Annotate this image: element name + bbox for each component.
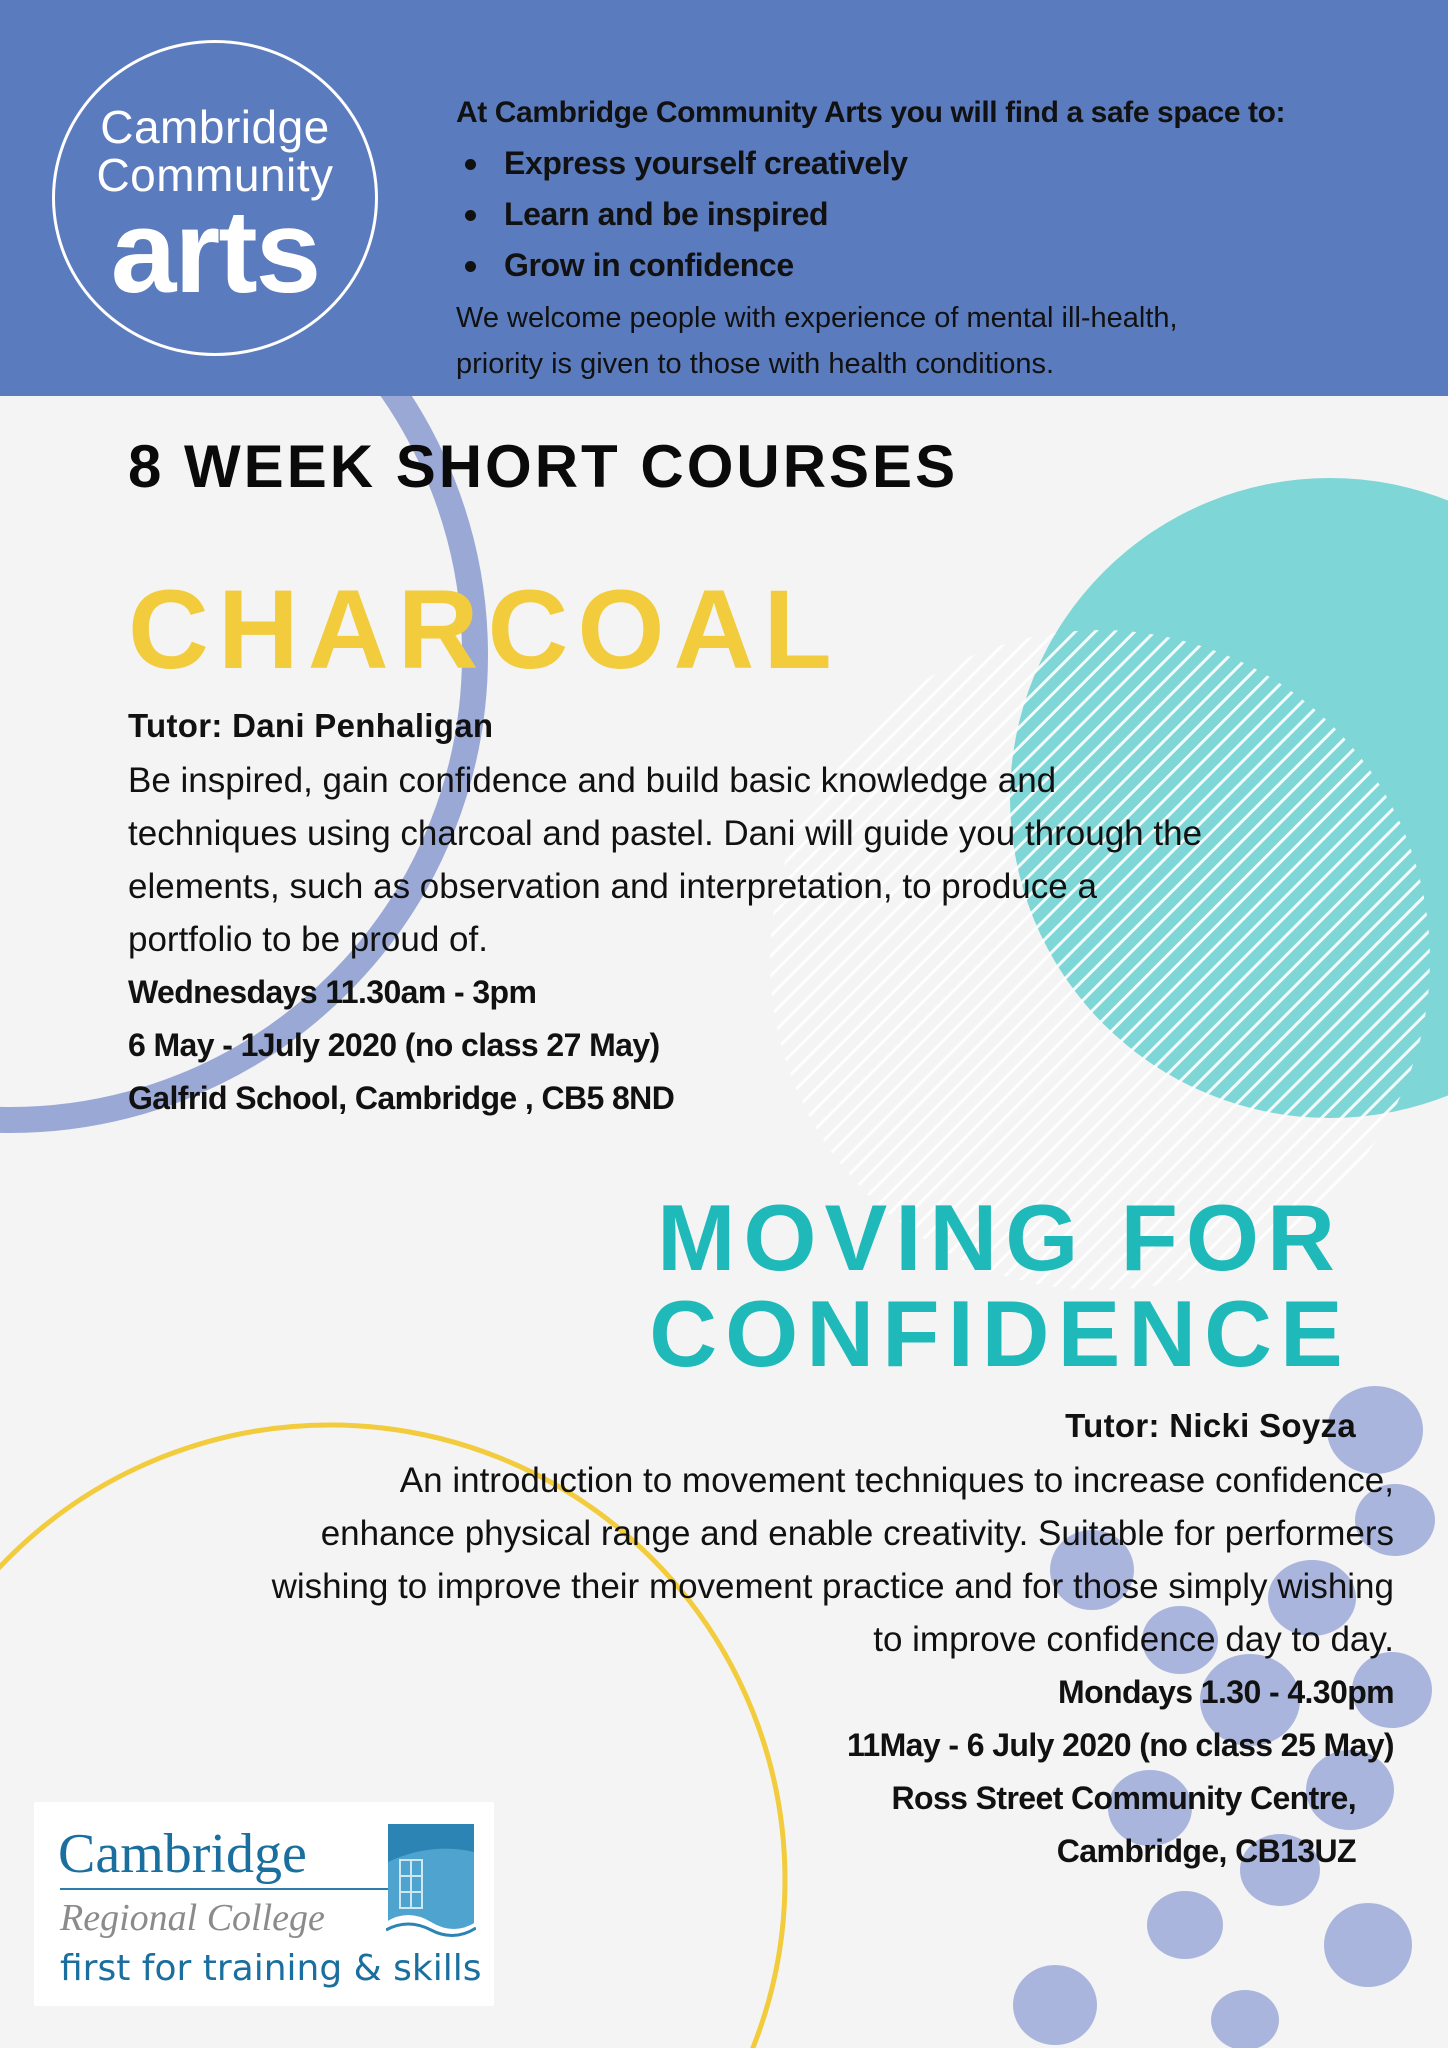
description-line: wishing to improve their movement practice and for those simply wishing	[271, 1567, 1394, 1606]
cca-logo	[52, 40, 378, 356]
charcoal-venue: Galfrid School, Cambridge , CB5 8ND	[128, 1080, 675, 1116]
moving-schedule: Mondays 1.30 - 4.30pm	[1058, 1674, 1394, 1710]
moving-title-line: CONFIDENCE	[649, 1281, 1351, 1386]
intro-point: Learn and be inspired	[456, 189, 1426, 240]
logo-line-1: Cambridge	[100, 101, 330, 153]
header-band	[0, 0, 1448, 396]
intro-point: Grow in confidence	[456, 240, 1426, 291]
description-line: portfolio to be proud of.	[128, 920, 488, 959]
college-emblem-icon	[386, 1822, 476, 1946]
description-line: An introduction to movement techniques to increase confidence,	[399, 1461, 1394, 1500]
intro-note-line: We welcome people with experience of mental ill-health,	[456, 302, 1178, 334]
logo-line-2: Community	[96, 149, 334, 201]
moving-description	[120, 1454, 1394, 1666]
moving-dates: 11May - 6 July 2020 (no class 25 May)	[846, 1727, 1394, 1763]
charcoal-dates: 6 May - 1July 2020 (no class 27 May)	[128, 1027, 660, 1063]
college-subtitle: Regional College	[60, 1897, 325, 1939]
courses-heading: 8 WEEK SHORT COURSES	[128, 433, 959, 500]
description-line: enhance physical range and enable creativity. Suitable for performers	[320, 1514, 1394, 1553]
charcoal-course	[128, 698, 1368, 1125]
moving-tutor: Tutor: Nicki Soyza	[1065, 1407, 1356, 1444]
intro-block	[456, 88, 1426, 387]
description-line: elements, such as observation and interpretation, to produce a	[128, 867, 1097, 906]
college-name: Cambridge	[58, 1823, 307, 1885]
description-line: techniques using charcoal and pastel. Dani will guide you through the	[128, 814, 1203, 853]
intro-note-line: priority is given to those with health conditions.	[456, 348, 1055, 380]
charcoal-tutor: Tutor: Dani Penhaligan	[128, 707, 494, 744]
description-line: Be inspired, gain confidence and build basic knowledge and	[128, 761, 1057, 800]
moving-venue-line-1: Ross Street Community Centre,	[891, 1780, 1356, 1816]
charcoal-title: CHARCOAL	[128, 567, 841, 692]
moving-title	[600, 1185, 1400, 1386]
intro-list	[456, 138, 1426, 291]
logo-word-arts: arts	[110, 186, 320, 318]
charcoal-description	[128, 754, 1328, 966]
intro-note	[456, 295, 1426, 387]
moving-title-line: MOVING FOR	[657, 1185, 1343, 1290]
charcoal-schedule: Wednesdays 11.30am - 3pm	[128, 974, 537, 1010]
moving-venue-line-2: Cambridge, CB13UZ	[1056, 1833, 1356, 1869]
intro-lead: At Cambridge Community Arts you will find a safe space to:	[456, 96, 1286, 129]
college-tagline: first for training & skills	[60, 1948, 482, 1989]
college-logo-rule	[60, 1888, 390, 1890]
description-line: to improve confidence day to day.	[873, 1620, 1394, 1659]
intro-point: Express yourself creatively	[456, 138, 1426, 189]
college-logo	[34, 1802, 494, 2006]
